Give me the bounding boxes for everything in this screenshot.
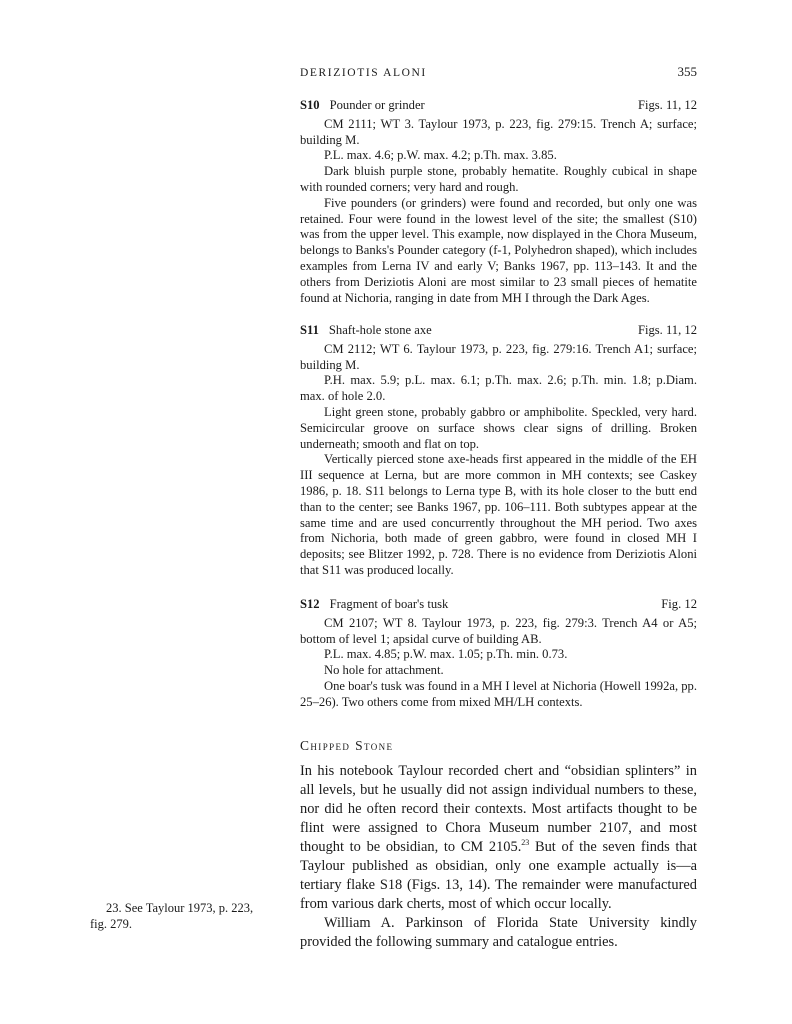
- entry-heading: [300, 597, 697, 613]
- entry-title: Shaft-hole stone axe: [328, 323, 432, 337]
- footnote: [90, 900, 270, 932]
- catalogue-entry-s10: [300, 98, 697, 306]
- body-paragraph: William A. Parkinson of Florida State University kindly provided the following summary and catalogue entries.: [300, 915, 697, 950]
- footnote-text: 23. See Taylour 1973, p. 223, fig. 279.: [90, 901, 254, 931]
- entry-number: S12: [300, 597, 320, 611]
- entry-discussion: Five pounders (or grinders) were found and recorded, but only one was retained. Four were found in the lowest level of the site; the smallest (S10) was from the upper level. This example, now displayed in the Chora Museum, belongs to Banks's Pounder category (f-1, Polyhedron shaped), which includes examples from Lerna IV and early V; Banks 1967, pp. 113–143. It and the others from Deriziotis Aloni are most similar to 23 small pieces of hematite found at Nichoria, ranging in date from MH I through the Dark Ages.: [300, 195, 697, 305]
- section-heading: Chipped Stone: [300, 738, 394, 753]
- body-text: In his notebook Taylour recorded chert and “obsidian splinters” in all levels, but he usually did not assign individual numbers to these, nor did he often record their contexts. Most artifacts thought to be flint were assigned to Chora Museum number 2107, and most thought to be obsidian, to CM 2105.: [300, 763, 697, 855]
- entry-description: Light green stone, probably gabbro or amphibolite. Speckled, very hard. Semicircular groove on surface shows clear signs of drilling. Broken underneath; smooth and flat on top.: [300, 404, 697, 451]
- catalogue-entry-s12: [300, 597, 697, 711]
- entry-dimensions: P.L. max. 4.6; p.W. max. 4.2; p.Th. max. 3.85.: [324, 148, 557, 163]
- entry-title: Fragment of boar's tusk: [329, 597, 449, 611]
- body-text: But of the seven finds that Taylour published as obsidian, only one example actually is—a tertiary flake S18 (Figs. 13, 14). The remainder were manufactured from various dark cherts, most of which occur locally.: [300, 839, 697, 912]
- entry-description: No hole for attachment.: [324, 663, 444, 678]
- footnote-reference[interactable]: 23: [521, 838, 530, 848]
- entry-heading: [300, 323, 697, 339]
- entry-heading: [300, 98, 697, 114]
- entry-provenance: CM 2107; WT 8. Taylour 1973, p. 223, fig. 279:3. Trench A4 or A5; bottom of level 1; apsidal curve of building AB.: [300, 615, 697, 646]
- entry-title: Pounder or grinder: [329, 98, 425, 112]
- entry-provenance: CM 2111; WT 3. Taylour 1973, p. 223, fig. 279:15. Trench A; surface; building M.: [300, 116, 697, 147]
- body-paragraph: [300, 762, 697, 914]
- entry-dimensions: P.H. max. 5.9; p.L. max. 6.1; p.Th. max. 2.6; p.Th. min. 1.8; p.Diam. max. of hole 2.0.: [300, 373, 697, 404]
- entry-number: S11: [300, 323, 319, 337]
- page-number: 355: [677, 64, 697, 79]
- entry-description: Dark bluish purple stone, probably hematite. Roughly cubical in shape with rounded corners; very hard and rough.: [300, 164, 697, 194]
- chipped-stone-body: [300, 762, 697, 952]
- catalogue-entry-s11: [300, 323, 697, 579]
- figure-reference: Figs. 11, 12: [637, 98, 697, 112]
- figure-reference: Fig. 12: [661, 597, 697, 611]
- entry-dimensions: P.L. max. 4.85; p.W. max. 1.05; p.Th. min. 0.73.: [324, 647, 568, 662]
- entry-discussion: Vertically pierced stone axe-heads first appeared in the middle of the EH III sequence at Lerna, but are more common in MH contexts; see Caskey 1986, p. 18. S11 belongs to Lerna type B, with its hole closer to the butt end than to the center; see Banks 1967, pp. 106–111. Both subtypes appear at the same time and are used concurrently throughout the MH period. Two axes from Nichoria, both made of green gabbro, were found in closed MH I deposits; see Blitzer 1992, p. 728. There is no evidence from Deriziotis Aloni that S11 was produced locally.: [300, 452, 697, 577]
- entry-discussion: One boar's tusk was found in a MH I level at Nichoria (Howell 1992a, pp. 25–26). Two others come from mixed MH/LH contexts.: [300, 678, 697, 709]
- figure-reference: Figs. 11, 12: [637, 323, 697, 337]
- running-head: DERIZIOTIS ALONI: [300, 67, 427, 79]
- entry-number: S10: [300, 98, 320, 112]
- entry-provenance: CM 2112; WT 6. Taylour 1973, p. 223, fig. 279:16. Trench A1; surface; building M.: [300, 341, 697, 372]
